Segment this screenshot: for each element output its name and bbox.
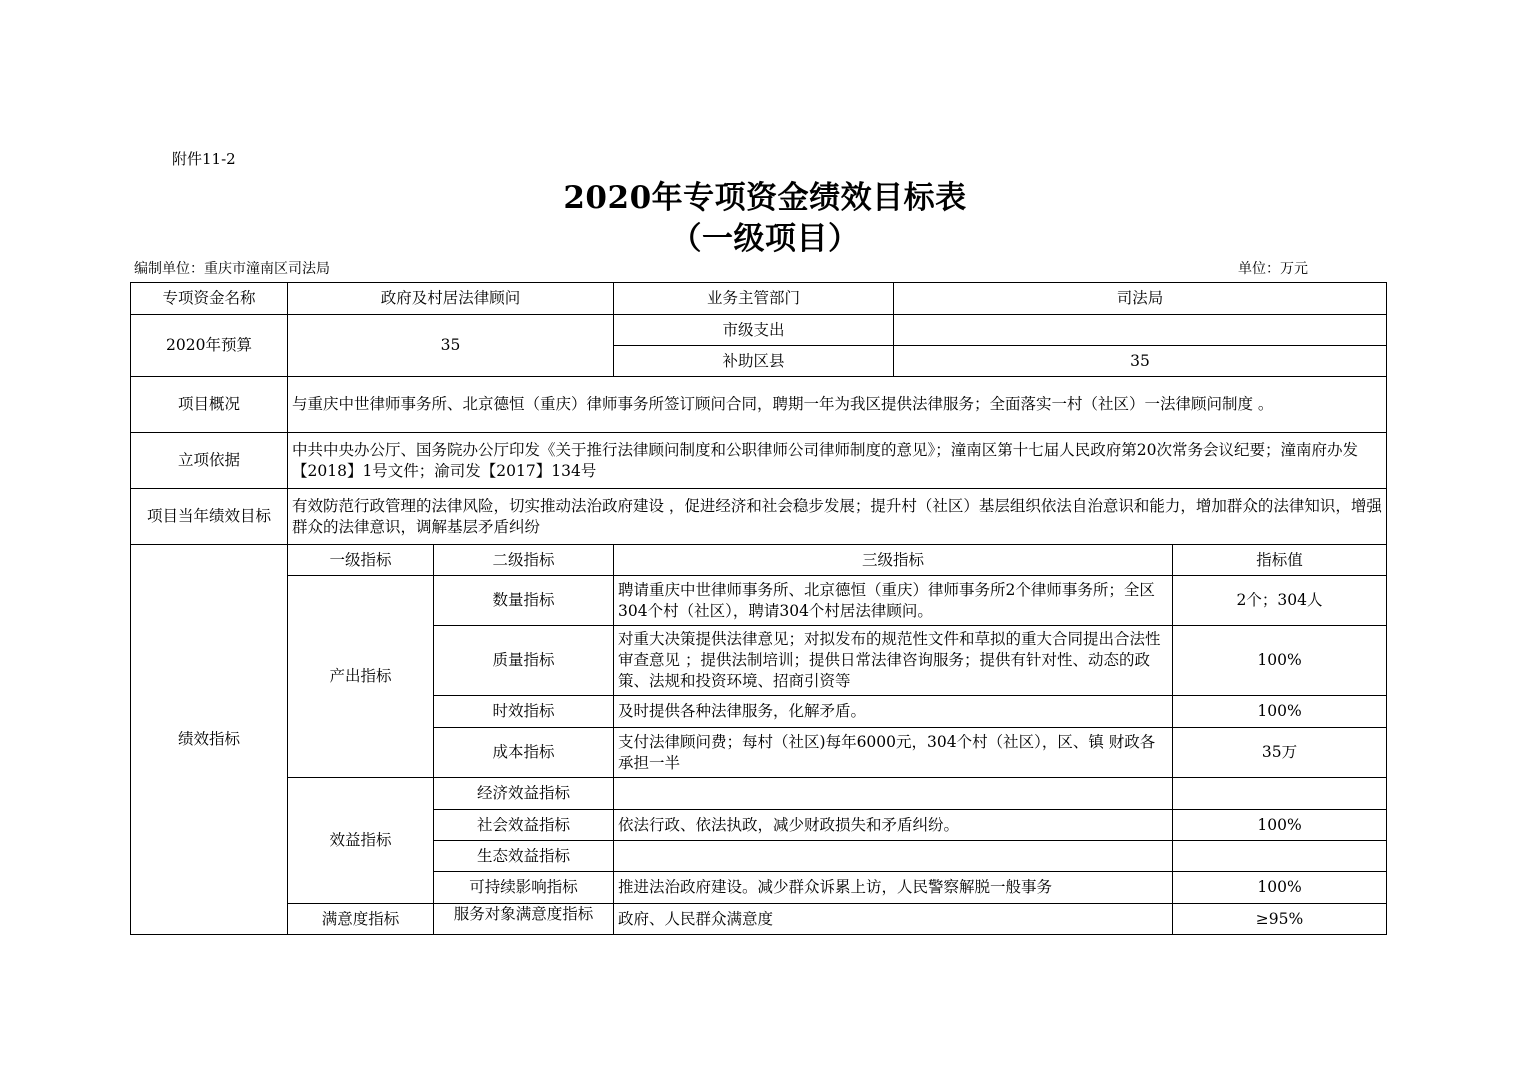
dept-label: 业务主管部门 [614,283,894,315]
satisfaction-indicator-label: 满意度指标 [288,904,434,935]
level3-cell: 及时提供各种法律服务，化解矛盾。 [614,696,1173,728]
value-cell: 35万 [1173,728,1387,778]
value-cell: 100% [1173,626,1387,696]
value-cell: 2个；304人 [1173,576,1387,626]
level3-cell [614,778,1173,810]
table-row [131,576,1387,626]
subsidy-value: 35 [894,346,1387,377]
level2-cell-text: 服务对象满意度指标 [453,905,594,923]
value-cell: 100% [1173,696,1387,728]
currency-unit: 单位：万元 [1238,261,1308,277]
value-cell: 100% [1173,872,1387,904]
overview-label: 项目概况 [131,377,288,433]
goal-text: 有效防范行政管理的法律风险，切实推动法治政府建设 ，促进经济和社会稳步发展；提升村（社区）基层组织依法自治意识和能力，增加群众的法律知识，增强群众的法律意识，调解基层矛盾纠纷 [288,489,1387,545]
fund-name-row [131,283,1387,315]
document-title: 2020年专项资金绩效目标表 [563,180,967,216]
level3-cell: 对重大决策提供法律意见；对拟发布的规范性文件和草拟的重大合同提出合法性审查意见 ；提供法制培训；提供日常法律咨询服务；提供有针对性、动态的政策、法规和投资环境、招商引资等 [614,626,1173,696]
fund-name-label: 专项资金名称 [131,283,288,315]
attachment-number: 附件11-2 [172,150,236,168]
goal-label: 项目当年绩效目标 [131,489,288,545]
level3-header: 三级指标 [614,545,1173,576]
level3-cell: 聘请重庆中世律师事务所、北京德恒（重庆）律师事务所2个律师事务所；全区304个村（社区），聘请304个村居法律顾问。 [614,576,1173,626]
perf-indicator-label: 绩效指标 [131,545,288,935]
city-expense-label: 市级支出 [614,315,894,346]
level3-cell: 依法行政、依法执政，减少财政损失和矛盾纠纷。 [614,810,1173,841]
overview-text: 与重庆中世律师事务所、北京德恒（重庆）律师事务所签订顾问合同，聘期一年为我区提供法律服务；全面落实一村（社区）一法律顾问制度 。 [288,377,1387,433]
level2-cell: 社会效益指标 [434,810,614,841]
basis-label: 立项依据 [131,433,288,489]
level2-cell: 时效指标 [434,696,614,728]
budget-value: 35 [288,315,614,377]
level3-cell: 推进法治政府建设。减少群众诉累上访，人民警察解脱一般事务 [614,872,1173,904]
level3-cell: 政府、人民群众满意度 [614,904,1173,935]
basis-row [131,433,1387,489]
city-expense-value [894,315,1387,346]
goal-row [131,489,1387,545]
fund-name-value: 政府及村居法律顾问 [288,283,614,315]
level2-cell: 质量指标 [434,626,614,696]
budget-label: 2020年预算 [131,315,288,377]
level3-cell: 支付法律顾问费；每村（社区)每年6000元，304个村（社区），区、镇 财政各承担一半 [614,728,1173,778]
document-subtitle: （一级项目） [670,221,860,257]
table-row [131,904,1387,935]
output-indicator-label: 产出指标 [288,576,434,778]
overview-row [131,377,1387,433]
value-header: 指标值 [1173,545,1387,576]
level2-cell: 数量指标 [434,576,614,626]
level2-header: 二级指标 [434,545,614,576]
performance-target-table [130,282,1387,935]
level2-cell [434,904,614,935]
level1-header: 一级指标 [288,545,434,576]
budget-row [131,315,1387,346]
basis-text: 中共中央办公厅、国务院办公厅印发《关于推行法律顾问制度和公职律师公司律师制度的意见》；潼南区第十七届人民政府第20次常务会议纪要；潼南府办发【2018】1号文件；渝司发【2017】134号 [288,433,1387,489]
value-cell: ≥95% [1173,904,1387,935]
level2-cell: 可持续影响指标 [434,872,614,904]
benefit-indicator-label: 效益指标 [288,778,434,904]
value-cell [1173,841,1387,872]
table-row [131,778,1387,810]
level2-cell: 成本指标 [434,728,614,778]
subsidy-label: 补助区县 [614,346,894,377]
level2-cell: 生态效益指标 [434,841,614,872]
dept-value: 司法局 [894,283,1387,315]
level3-cell [614,841,1173,872]
compiler-unit: 编制单位：重庆市潼南区司法局 [134,261,330,277]
indicator-header-row [131,545,1387,576]
value-cell [1173,778,1387,810]
level2-cell: 经济效益指标 [434,778,614,810]
value-cell: 100% [1173,810,1387,841]
